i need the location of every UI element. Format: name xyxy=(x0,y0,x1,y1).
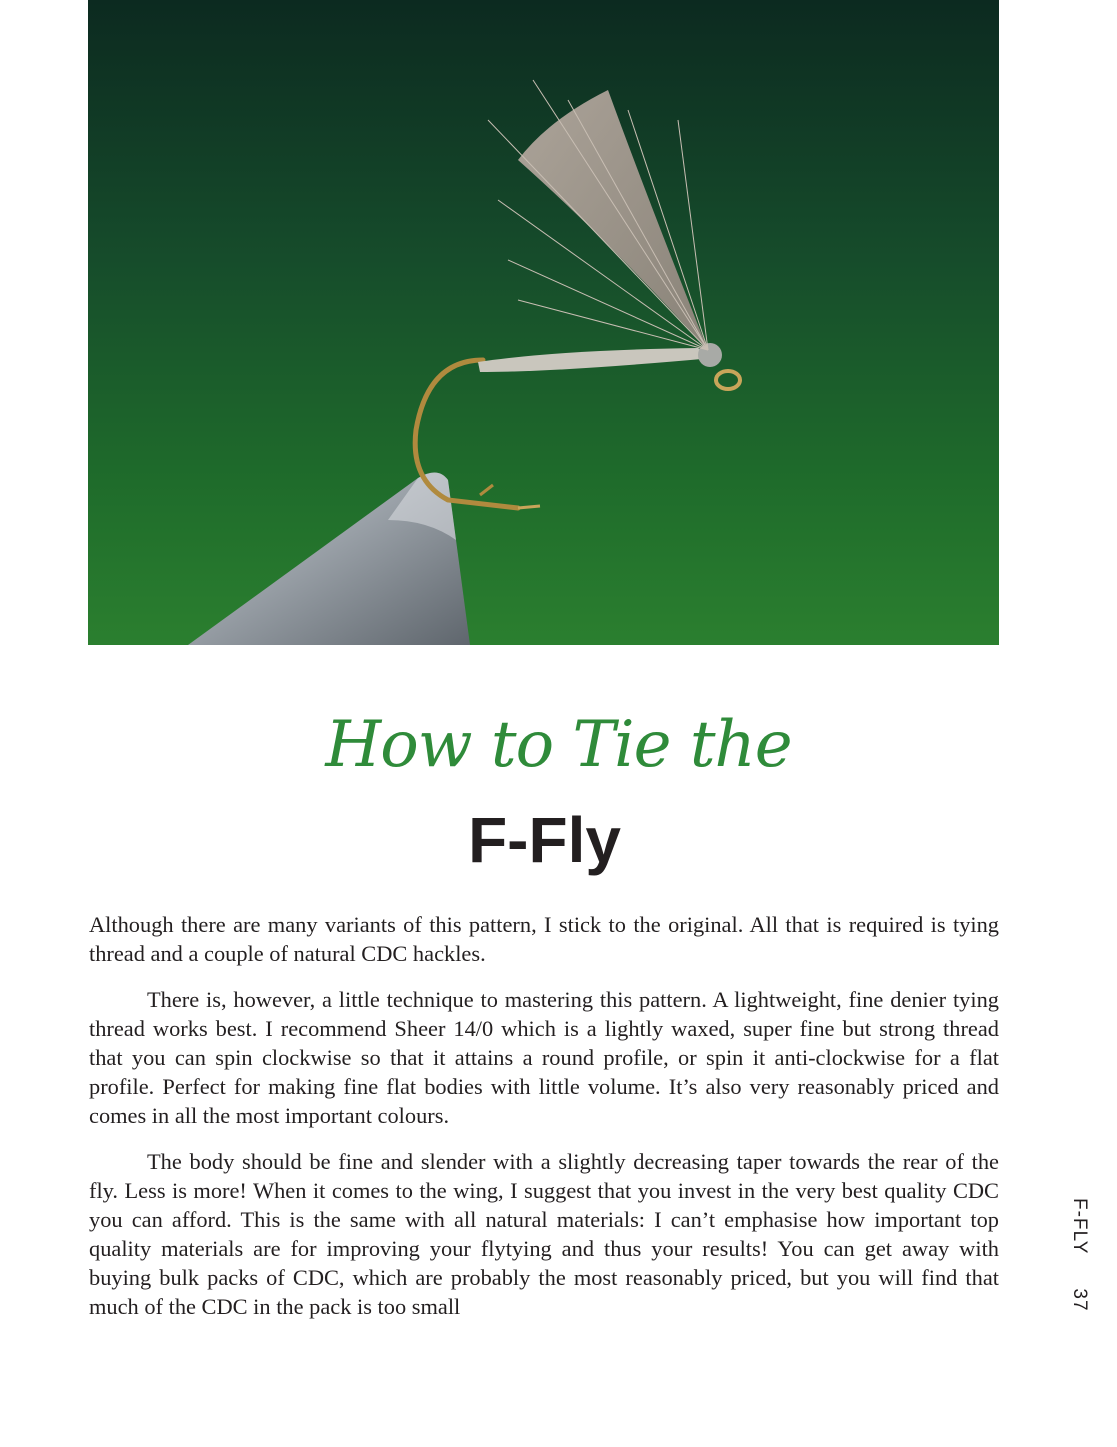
fly-illustration xyxy=(88,0,999,645)
running-head xyxy=(1068,1198,1090,1312)
paragraph-3: The body should be fine and slender with a slightly decreasing taper towards the rear of the fly. Less is more! When it comes to the wing, I suggest that you invest in the very best quality CDC you can afford. This is the same with all natural materials: I can’t emphasise how important top quality materials are for improving your flytying and thus your results! You can get away with buying bulk packs of CDC, which are probably the most reasonably priced, but you will find that much of the CDC in the pack is too small xyxy=(89,1149,999,1319)
page-number: 37 xyxy=(1069,1288,1090,1312)
body-text xyxy=(89,910,999,1338)
running-head-section: F-FLY xyxy=(1069,1198,1090,1255)
page-title: F-Fly xyxy=(468,804,621,876)
paragraph-2: There is, however, a little technique to mastering this pattern. A lightweight, fine denier tying thread works best. I recommend Sheer 14/0 which is a lightly waxed, super fine but strong thread that you can spin clockwise so that it attains a round profile, or spin it anti-clockwise for a flat profile. Perfect for making fine flat bodies with little volume. It’s also very reasonably priced and comes in all the most important colours. xyxy=(89,987,999,1128)
title-script: How to Tie the xyxy=(325,708,792,782)
header-photo xyxy=(88,0,999,645)
paragraph-1: Although there are many variants of this pattern, I stick to the original. All that is required is tying thread and a couple of natural CDC hackles. xyxy=(89,912,999,966)
